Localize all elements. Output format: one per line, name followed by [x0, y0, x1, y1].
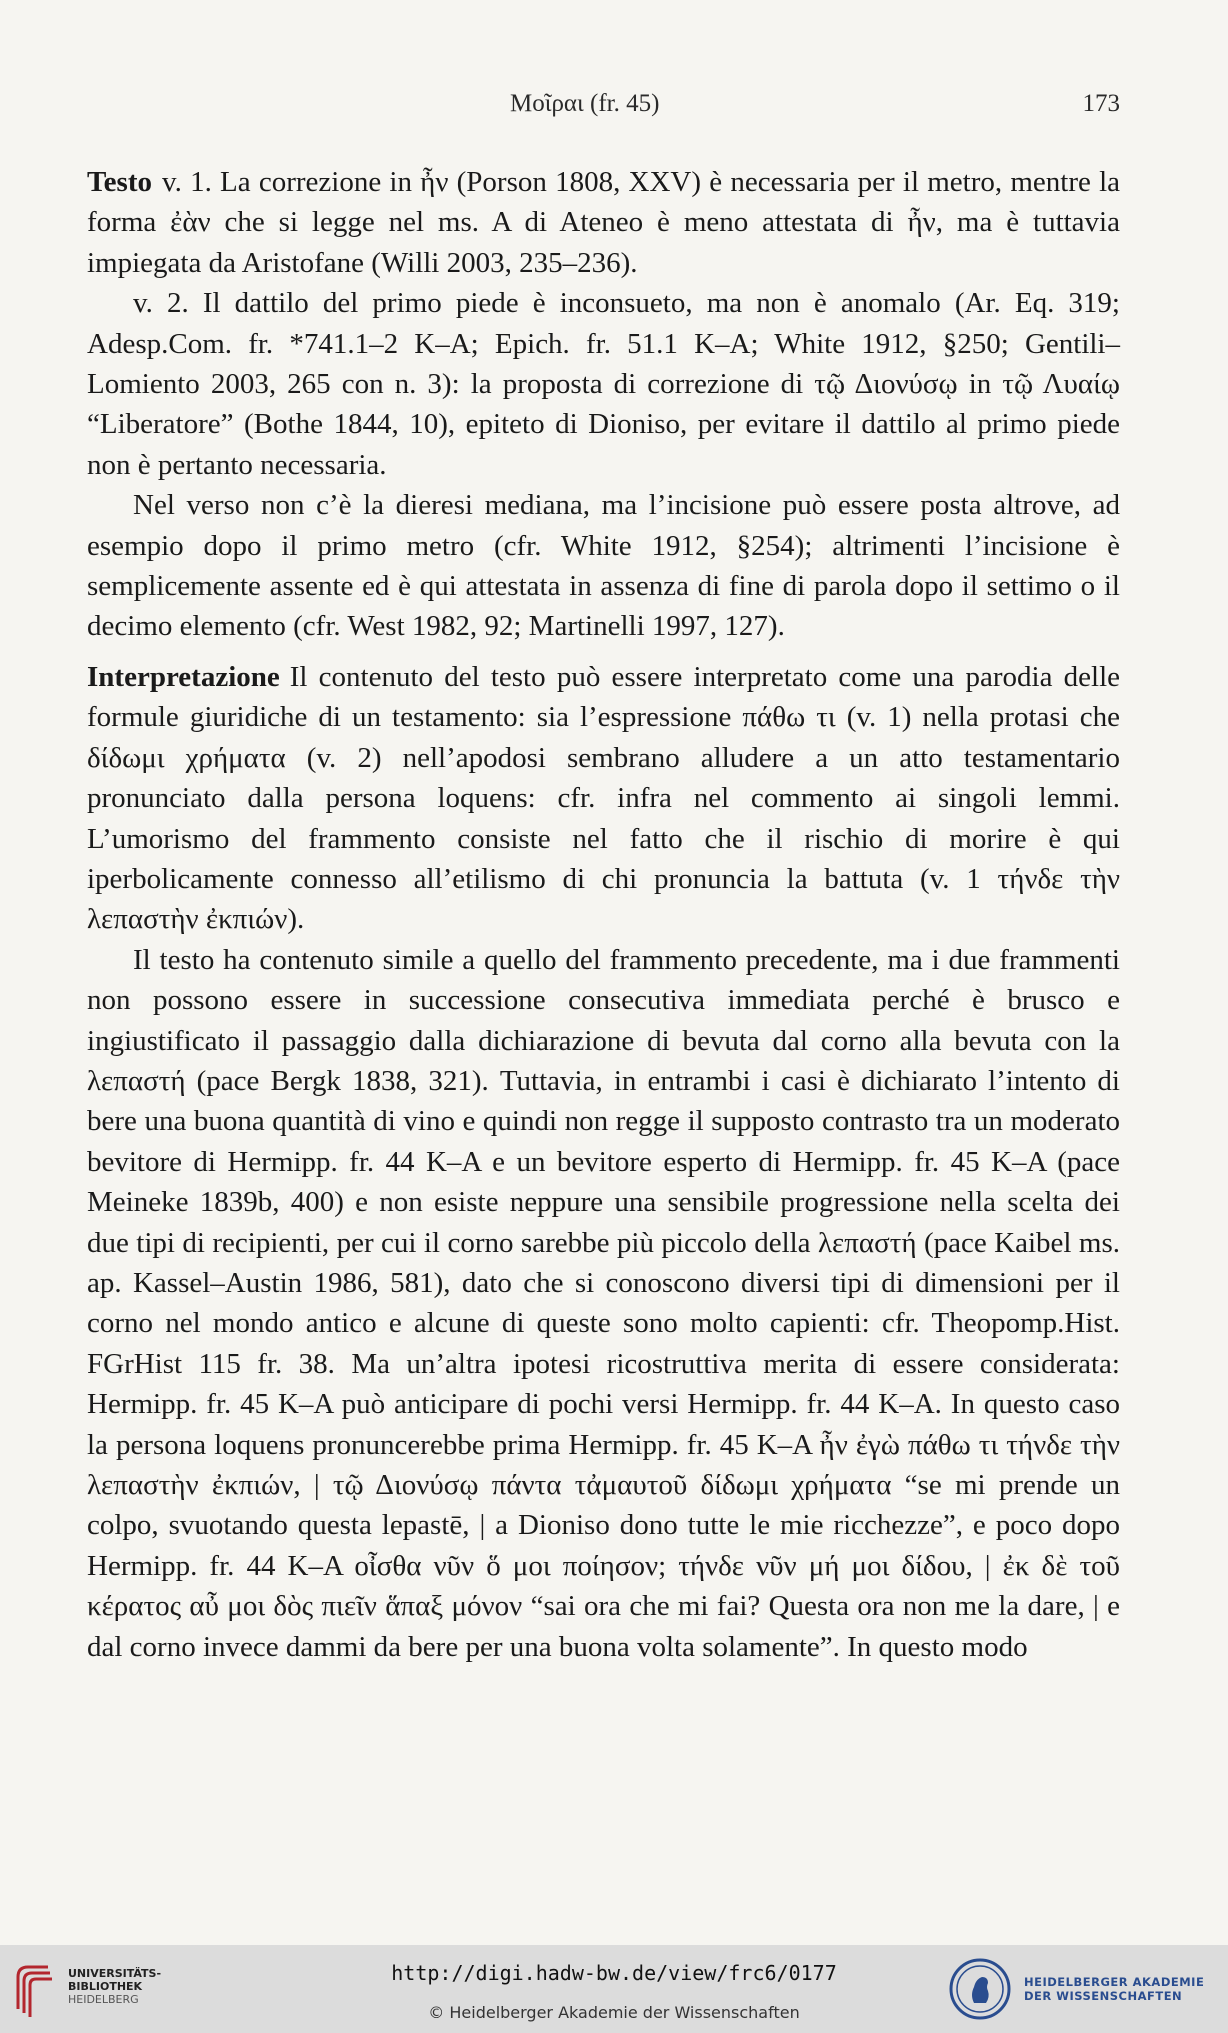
academy-seal-icon: [948, 1957, 1012, 2021]
page-number: 173: [1082, 90, 1120, 117]
interpretazione-paragraph-1-text: Il contenuto del testo può essere interpretato come una parodia delle formule giuridiche di un testamento: sia l’espressione πάθω τι (v. 1) nella protasi che δίδωμι χρήματα (v. 2) nell’apodosi sembrano alludere a un atto testamentario pronunciato dalla persona loquens: cfr. infra nel commento ai singoli lemmi. L’umorismo del frammento consiste nel fatto che il rischio di morire è qui iperbolicamente connesso all’etilismo di chi pronuncia la battuta (v. 1 τήνδε τὴν λεπαστὴν ἐκπιών).: [87, 660, 1120, 936]
section-heading-testo: Testo: [87, 166, 152, 198]
university-library-name: UNIVERSITÄTS- BIBLIOTHEK HEIDELBERG: [68, 1967, 162, 2006]
copyright-notice: © Heidelberger Akademie der Wissenschaften: [428, 2003, 800, 2022]
running-title: Μοῖραι (fr. 45): [510, 90, 660, 117]
main-text: [87, 162, 1120, 1667]
testo-paragraph-1-text: v. 1. La correzione in ἦν (Porson 1808, XXV) è necessaria per il metro, mentre la forma ἐὰν che si legge nel ms. A di Ateneo è meno attestata di ἦν, ma è tuttavia impiegata da Aristofane (Willi 2003, 235–236).: [87, 166, 1120, 279]
viewer-footer: [0, 1945, 1228, 2033]
section-heading-interpretazione: Interpretazione: [87, 660, 280, 693]
permalink-url[interactable]: http://digi.hadw-bw.de/view/frc6/0177: [391, 1961, 837, 1985]
interpretazione-paragraph-2: Il testo ha contenuto simile a quello del frammento precedente, ma i due frammenti non possono essere in successione consecutiva immediata perché è brusco e ingiustificato il passaggio dalla dichiarazione di bevuta dal corno alla bevuta con la λεπαστή (pace Bergk 1838, 321). Tuttavia, in entrambi i casi è dichiarato l’intento di bere una buona quantità di vino e quindi non regge il supposto contrasto tra un moderato bevitore di Hermipp. fr. 44 K–A e un bevitore esperto di Hermipp. fr. 45 K–A (pace Meineke 1839b, 400) e non esiste neppure una sensibile progressione nella scelta dei due tipi di recipienti, per cui il corno sarebbe più piccolo della λεπαστή (pace Kaibel ms. ap. Kassel–Austin 1986, 581), dato che si conoscono diversi tipi di dimensioni per il corno nel mondo antico e alcune di queste sono molto capienti: cfr. Theopomp.Hist. FGrHist 115 fr. 38. Ma un’altra ipotesi ricostruttiva merita di essere considerata: Hermipp. fr. 45 K–A può anticipare di pochi versi Hermipp. fr. 44 K–A. In questo caso la persona loquens pronuncerebbe prima Hermipp. fr. 45 K–A ἦν ἐγὼ πάθω τι τήνδε τὴν λεπαστὴν ἐκπιών, | τῷ Διονύσῳ πάντα τἀμαυτοῦ δίδωμι χρήματα “se mi prende un colpo, svuotando questa lepastē, | a Dioniso dono tutte le mie ricchezze”, e poco dopo Hermipp. fr. 44 K–A οἶσθα νῦν ὅ μοι ποίησον; τήνδε νῦν μή μοι δίδου, | ἐκ δὲ τοῦ κέρατος αὖ μοι δὸς πιεῖν ἅπαξ μόνον “sai ora che mi fai? Questa ora non me la dare, | e dal corno invece dammi da bere per una buona volta solamente”. In questo modo: [87, 943, 1120, 1663]
interpretazione-paragraph-1: [87, 657, 1120, 940]
testo-paragraph-2: v. 2. Il dattilo del primo piede è inconsueto, ma non è anomalo (Ar. Eq. 319; Adesp.Com. fr. *741.1–2 K–A; Epich. fr. 51.1 K–A; White 1912, §250; Gentili–Lomiento 2003, 265 con n. 3): la proposta di correzione di τῷ Διονύσῳ in τῷ Λυαίῳ “Liberatore” (Bothe 1844, 10), epiteto di Dioniso, per evitare il dattilo al primo piede non è pertanto necessaria.: [87, 287, 1120, 481]
running-header: [0, 86, 1228, 126]
testo-paragraph-3: Nel verso non c’è la dieresi mediana, ma l’incisione può essere posta altrove, ad esempio dopo il primo metro (cfr. White 1912, §254); altrimenti l’incisione è semplicemente assente ed è qui attestata in assenza di fine di parola dopo il settimo o il decimo elemento (cfr. West 1982, 92; Martinelli 1997, 127).: [87, 489, 1120, 643]
academy-name: HEIDELBERGER AKADEMIE DER WISSENSCHAFTEN: [1024, 1975, 1205, 2003]
testo-paragraph-1: [87, 162, 1120, 283]
